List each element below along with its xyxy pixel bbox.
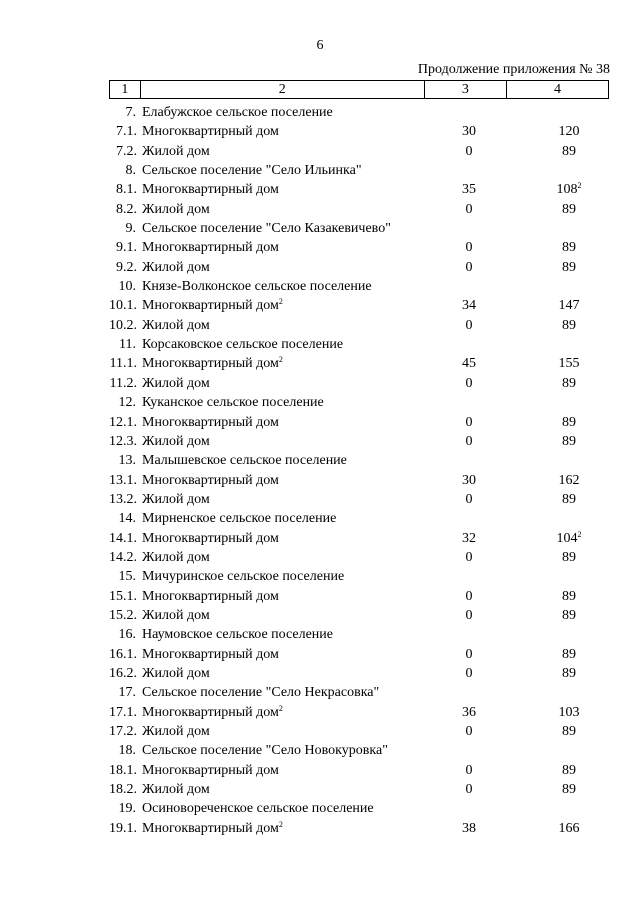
section-row: [0, 393, 640, 412]
row-number: 14.1.: [109, 530, 137, 546]
header-col-3: 3: [424, 81, 506, 99]
row-value-col4: 89: [562, 762, 576, 778]
row-value-col3: 36: [462, 704, 476, 720]
row-name: Сельское поселение "Село Ильинка": [142, 163, 362, 179]
row-name: Елабужское сельское поселение: [142, 105, 333, 120]
row-value-col4: 89: [562, 201, 576, 217]
table-row: [0, 354, 640, 373]
table-header-row: [110, 81, 609, 99]
row-name: Многоквартирный дом: [142, 588, 279, 604]
row-value-col4: 155: [558, 356, 580, 372]
table-row: [0, 471, 640, 490]
row-value-col4: 89: [562, 665, 576, 681]
row-value-col4: 89: [562, 646, 576, 662]
row-number: 17.1.: [109, 704, 137, 720]
row-name: Жилой дом: [142, 782, 210, 798]
row-value-col4: 89: [562, 724, 576, 739]
row-name: Многоквартирный дом$^2$: [142, 703, 283, 720]
row-name: Корсаковское сельское поселение: [142, 337, 344, 353]
row-name: Многоквартирный дом: [142, 182, 279, 198]
table-row: [0, 722, 640, 741]
row-value-col4: 162: [558, 472, 580, 488]
table-row: [0, 587, 640, 606]
section-row: [0, 625, 640, 644]
row-name: Наумовское сельское поселение: [142, 627, 334, 643]
row-value-col4: 89: [562, 491, 576, 507]
table-row: [0, 180, 640, 199]
row-name: Многоквартирный дом: [142, 530, 279, 546]
table-header: [109, 80, 609, 99]
row-name: Князе-Волконское сельское поселение: [142, 279, 372, 295]
row-number: 8.2.: [116, 201, 137, 217]
row-value-col3: 0: [465, 491, 473, 507]
row-value-col4: 147: [558, 298, 580, 314]
row-value-col3: 0: [465, 665, 473, 681]
row-number: 9.2.: [116, 259, 137, 275]
table-row: [0, 432, 640, 451]
row-name: Мирненское сельское поселение: [142, 511, 337, 527]
row-number: 9.1.: [116, 240, 137, 256]
row-name: Осиновореченское сельское поселение: [142, 801, 374, 817]
row-name: Многоквартирный дом: [142, 646, 279, 662]
table-row: [0, 761, 640, 780]
table-row: [0, 258, 640, 277]
row-number: 12.1.: [109, 414, 137, 430]
row-number: 14.: [118, 511, 136, 527]
table-row: [0, 664, 640, 683]
row-number: 9.: [125, 221, 136, 237]
table-row: [0, 645, 640, 664]
row-number: 18.: [118, 743, 136, 759]
table-row: [0, 316, 640, 335]
row-value-col3: 0: [465, 588, 473, 604]
row-number: 13.2.: [109, 491, 137, 507]
row-value-col3: 32: [462, 530, 476, 546]
row-number: 11.1.: [109, 356, 137, 372]
row-value-col4: $104^2$: [556, 529, 582, 546]
section-row: [0, 335, 640, 354]
section-row: [0, 741, 640, 760]
row-number: 15.1.: [109, 588, 137, 604]
row-value-col3: 0: [465, 375, 473, 391]
row-number: 19.1.: [109, 820, 137, 836]
row-value-col3: 0: [465, 433, 473, 449]
row-name: Многоквартирный дом$^2$: [142, 819, 283, 836]
row-value-col4: 166: [558, 820, 580, 836]
row-name: Жилой дом: [142, 724, 210, 739]
section-row: [0, 451, 640, 470]
row-number: 15.: [118, 569, 136, 585]
row-value-col3: 0: [465, 201, 473, 217]
section-row: [0, 277, 640, 296]
table-body: [0, 103, 640, 838]
row-name: Жилой дом: [142, 201, 210, 217]
row-name: Куканское сельское поселение: [142, 395, 324, 411]
row-value-col3: 0: [465, 259, 473, 275]
row-name: Многоквартирный дом$^2$: [142, 355, 283, 372]
row-number: 10.1.: [109, 298, 137, 314]
row-value-col4: 89: [562, 240, 576, 256]
row-name: Жилой дом: [142, 317, 210, 333]
row-name: Многоквартирный дом: [142, 240, 279, 256]
row-value-col3: 30: [462, 472, 476, 488]
continuation-caption: Продолжение приложения № 38: [417, 62, 610, 77]
row-value-col3: 30: [462, 124, 476, 140]
row-value-col3: 0: [465, 724, 473, 739]
section-row: [0, 103, 640, 122]
row-value-col3: 35: [462, 182, 476, 198]
row-value-col3: 0: [465, 549, 473, 565]
page-number: 6: [316, 38, 324, 53]
row-name: Сельское поселение "Село Некрасовка": [142, 685, 380, 701]
row-value-col4: 89: [562, 607, 576, 623]
row-value-col4: 89: [562, 143, 576, 159]
row-value-col3: 0: [465, 240, 473, 256]
row-name: Многоквартирный дом: [142, 414, 279, 430]
row-number: 16.2.: [109, 665, 137, 681]
row-number: 18.1.: [109, 762, 137, 778]
row-value-col3: 45: [462, 356, 476, 372]
row-number: 17.: [118, 685, 136, 701]
section-row: [0, 219, 640, 238]
row-value-col3: 0: [465, 414, 473, 430]
row-value-col4: 89: [562, 433, 576, 449]
table-row: [0, 529, 640, 548]
row-value-col4: 89: [562, 375, 576, 391]
row-name: Жилой дом: [142, 143, 210, 159]
table-row: [0, 238, 640, 257]
row-number: 11.2.: [109, 375, 137, 391]
row-number: 15.2.: [109, 607, 137, 623]
row-number: 12.3.: [109, 433, 137, 449]
header-col-2: 2: [140, 81, 424, 99]
row-number: 7.1.: [116, 124, 137, 140]
table-row: [0, 296, 640, 315]
row-value-col4: 89: [562, 549, 576, 565]
section-row: [0, 509, 640, 528]
row-number: 12.: [118, 395, 136, 411]
row-value-col4: 120: [558, 124, 580, 140]
row-value-col4: 89: [562, 414, 576, 430]
row-value-col3: 0: [465, 607, 473, 623]
table-row: [0, 819, 640, 838]
row-value-col4: 89: [562, 782, 576, 798]
row-name: Жилой дом: [142, 259, 210, 275]
row-number: 18.2.: [109, 782, 137, 798]
section-row: [0, 161, 640, 180]
table-row: [0, 606, 640, 625]
row-number: 7.: [125, 105, 136, 120]
row-number: 10.2.: [109, 317, 137, 333]
row-number: 13.: [118, 453, 136, 469]
table-row: [0, 122, 640, 141]
row-number: 13.1.: [109, 472, 137, 488]
table-row: [0, 200, 640, 219]
table-row: [0, 374, 640, 393]
table-row: [0, 548, 640, 567]
row-name: Жилой дом: [142, 549, 210, 565]
row-name: Сельское поселение "Село Новокуровка": [142, 743, 388, 759]
table-row: [0, 780, 640, 799]
row-name: Многоквартирный дом$^2$: [142, 297, 283, 314]
row-name: Жилой дом: [142, 665, 210, 681]
row-name: Многоквартирный дом: [142, 472, 279, 488]
row-value-col4: 89: [562, 588, 576, 604]
row-value-col3: 0: [465, 782, 473, 798]
header-col-1: 1: [110, 81, 141, 99]
row-name: Жилой дом: [142, 433, 210, 449]
table-row: [0, 413, 640, 432]
row-name: Жилой дом: [142, 375, 210, 391]
row-name: Жилой дом: [142, 491, 210, 507]
row-number: 11.: [119, 337, 136, 353]
row-name: Многоквартирный дом: [142, 124, 279, 140]
row-name: Мичуринское сельское поселение: [142, 569, 345, 585]
section-row: [0, 683, 640, 702]
table-row: [0, 703, 640, 722]
row-number: 10.: [118, 279, 136, 295]
row-name: Малышевское сельское поселение: [142, 453, 347, 469]
row-name: Жилой дом: [142, 607, 210, 623]
row-value-col4: 89: [562, 317, 576, 333]
row-value-col4: 103: [558, 704, 580, 720]
row-value-col4: $108^2$: [556, 181, 582, 198]
row-value-col4: 89: [562, 259, 576, 275]
row-number: 17.2.: [109, 724, 137, 739]
row-value-col3: 0: [465, 646, 473, 662]
row-name: Сельское поселение "Село Казакевичево": [142, 221, 391, 237]
row-value-col3: 34: [462, 298, 476, 314]
row-number: 7.2.: [116, 143, 137, 159]
row-value-col3: 0: [465, 317, 473, 333]
table-row: [0, 490, 640, 509]
row-name: Многоквартирный дом: [142, 762, 279, 778]
row-number: 16.1.: [109, 646, 137, 662]
row-number: 14.2.: [109, 549, 137, 565]
row-number: 8.: [125, 163, 136, 179]
table-row: [0, 142, 640, 161]
row-number: 8.1.: [116, 182, 137, 198]
row-value-col3: 0: [465, 143, 473, 159]
section-row: [0, 567, 640, 586]
header-col-4: 4: [506, 81, 608, 99]
row-number: 19.: [118, 801, 136, 817]
row-value-col3: 38: [462, 820, 476, 836]
row-value-col3: 0: [465, 762, 473, 778]
row-number: 16.: [118, 627, 136, 643]
section-row: [0, 799, 640, 818]
